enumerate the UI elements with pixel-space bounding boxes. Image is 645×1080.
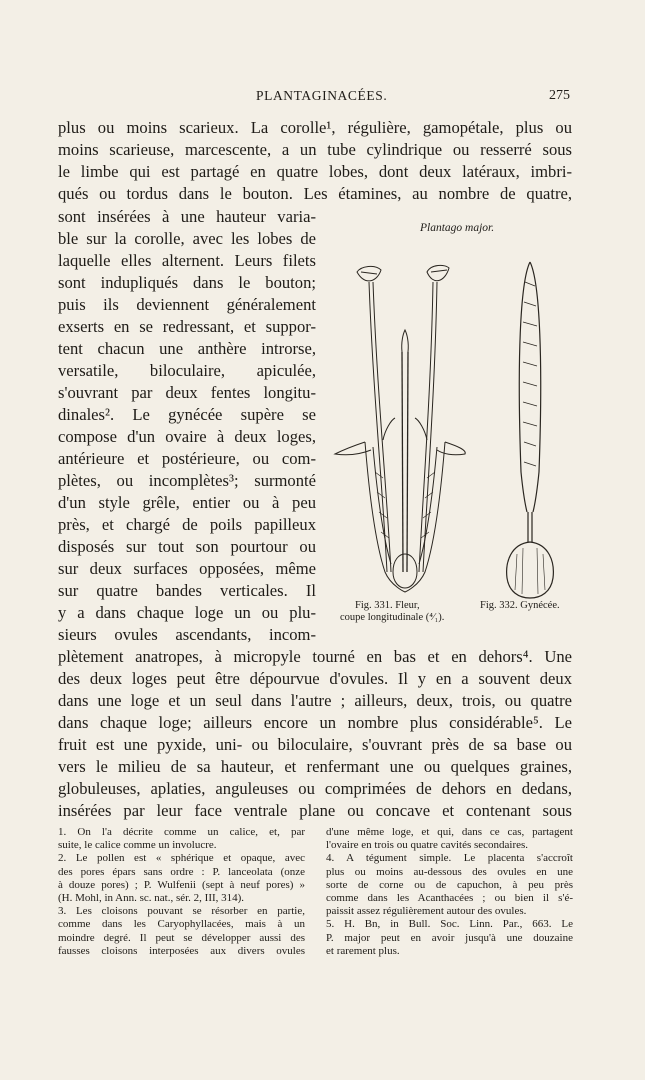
body-line: dans chaque loge; ailleurs encore un nombre plus considérable⁵. Le [58,713,572,732]
body-line: fruit est une pyxide, uni- ou biloculaire, s'ouvrant près de sa base ou [58,735,572,754]
running-header [0,88,645,110]
side-line: laquelle elles alternent. Leurs filets [58,251,316,270]
side-line: s'ouvrant par deux fentes longitu- [58,383,316,402]
side-line: disposés sur tout son pourtour ou [58,537,316,556]
footnote-line: sorte de corne ou de capuchon, à peu près [326,878,573,891]
fig-332-gynoecium [507,262,554,598]
caption-fig-332: Fig. 332. Gynécée. [480,600,560,611]
side-line: puis ils deviennent généralement [58,295,316,314]
footnote-line: des pores épars sans ordre : P. lanceolata (onze [58,865,305,878]
body-line: le limbe qui est partagé en quatre lobes, dont deux latéraux, imbri- [58,162,572,181]
side-line: sieurs ovules ascendants, incom- [58,625,316,644]
side-line: ble sur la corolle, avec les lobes de [58,229,316,248]
figure-plant-name: Plantago major. [420,222,495,234]
caption-fig-331: Fig. 331. Fleur, [355,600,420,611]
footnote-line: (H. Mohl, in Ann. sc. nat., sér. 2, III, 314). [58,892,245,905]
fig-331-flower-section [335,265,465,592]
footnote-line: à douze pores) ; P. Wulfenii (sept à neuf pores) » [58,878,305,891]
flower-illustration [325,242,580,602]
footnote-line: l'ovaire en trois ou quatre cavités secondaires. [326,839,529,852]
side-line: sur quatre bandes verticales. Il [58,581,316,600]
side-line: y a dans chaque loge un ou plu- [58,603,316,622]
body-line: moins scarieuse, marcescente, a un tube cylindrique ou resserré sous [58,140,572,159]
side-line: exserts en se redressant, et suppor- [58,317,316,336]
footnotes-left-column [58,826,305,958]
footnote-line: 4. A tégument simple. Le placenta s'accroît [326,852,573,865]
footnote-line: comme dans les Acanthacées ; ou bien il s'é- [326,892,573,905]
side-line: antérieure et postérieure, ou com- [58,449,316,468]
body-line: plètement anatropes, à micropyle tourné en bas et en dehors⁴. Une [58,647,572,666]
running-title: PLANTAGINACÉES. [256,88,388,103]
side-line: sur deux surfaces opposées, même [58,559,316,578]
footnote-line: 5. H. Bn, in Bull. Soc. Linn. Par., 663. Le [326,918,573,931]
body-line: insérées par leur face ventrale plane ou concave et contenant sous [58,801,572,820]
body-line: des deux loges peut être dépourvue d'ovules. Il y en a souvent deux [58,669,572,688]
page-number: 275 [549,88,570,103]
caption-fig-331-sub: coupe longitudinale (⁴⁄₁). [340,612,445,623]
footnote-line: P. major peut en avoir jusqu'à une douzaine [326,931,573,944]
side-line: compose d'un ovaire à deux loges, [58,427,316,446]
side-line: sont indupliqués dans le bouton; [58,273,316,292]
side-line: tent chacun une anthère introrse, [58,339,316,358]
side-line: près, et chargé de poils papilleux [58,515,316,534]
footnote-line: et rarement plus. [326,944,400,957]
side-line: d'un style grêle, entier ou à peu [58,493,316,512]
footnote-line: plus ou moins au-dessous des ovules en une [326,865,573,878]
footnote-line: d'une même loge, et qui, dans ce cas, partagent [326,826,573,838]
footnotes-right-column [326,826,573,958]
side-line: dinales². Le gynécée supère se [58,405,316,424]
footnote-line: comme dans les Caryophyllacées, mais à un [58,918,305,931]
footnote-line: 3. Les cloisons pouvant se résorber en partie, [58,905,305,918]
footnote-line: suite, le calice comme un involucre. [58,839,217,852]
body-line: vers le milieu de sa hauteur, et renfermant une ou quelques graines, [58,757,572,776]
side-line: plètes, ou incomplètes³; surmonté [58,471,316,490]
body-line: plus ou moins scarieux. La corolle¹, régulière, gamopétale, plus ou [58,118,572,137]
footnote-line: moindre degré. Il peut se développer aussi des [58,931,305,944]
side-line: sont insérées à une hauteur varia- [58,207,316,226]
body-line: dans une loge et un seul dans l'autre ; ailleurs, deux, trois, ou quatre [58,691,572,710]
body-line: qués ou tordus dans le bouton. Les étamines, au nombre de quatre, [58,184,572,203]
side-line: versatile, biloculaire, apiculée, [58,361,316,380]
footnote-line: 1. On l'a décrite comme un calice, et, par [58,826,305,838]
footnote-line: paissit assez régulièrement autour des ovules. [326,905,527,918]
footnote-line: 2. Le pollen est « sphérique et opaque, avec [58,852,305,865]
botanical-figure [325,222,580,642]
footnote-line: fausses cloisons interposées aux divers ovules [58,944,305,957]
body-line: globuleuses, aplaties, anguleuses ou comprimées de dehors en dedans, [58,779,572,798]
